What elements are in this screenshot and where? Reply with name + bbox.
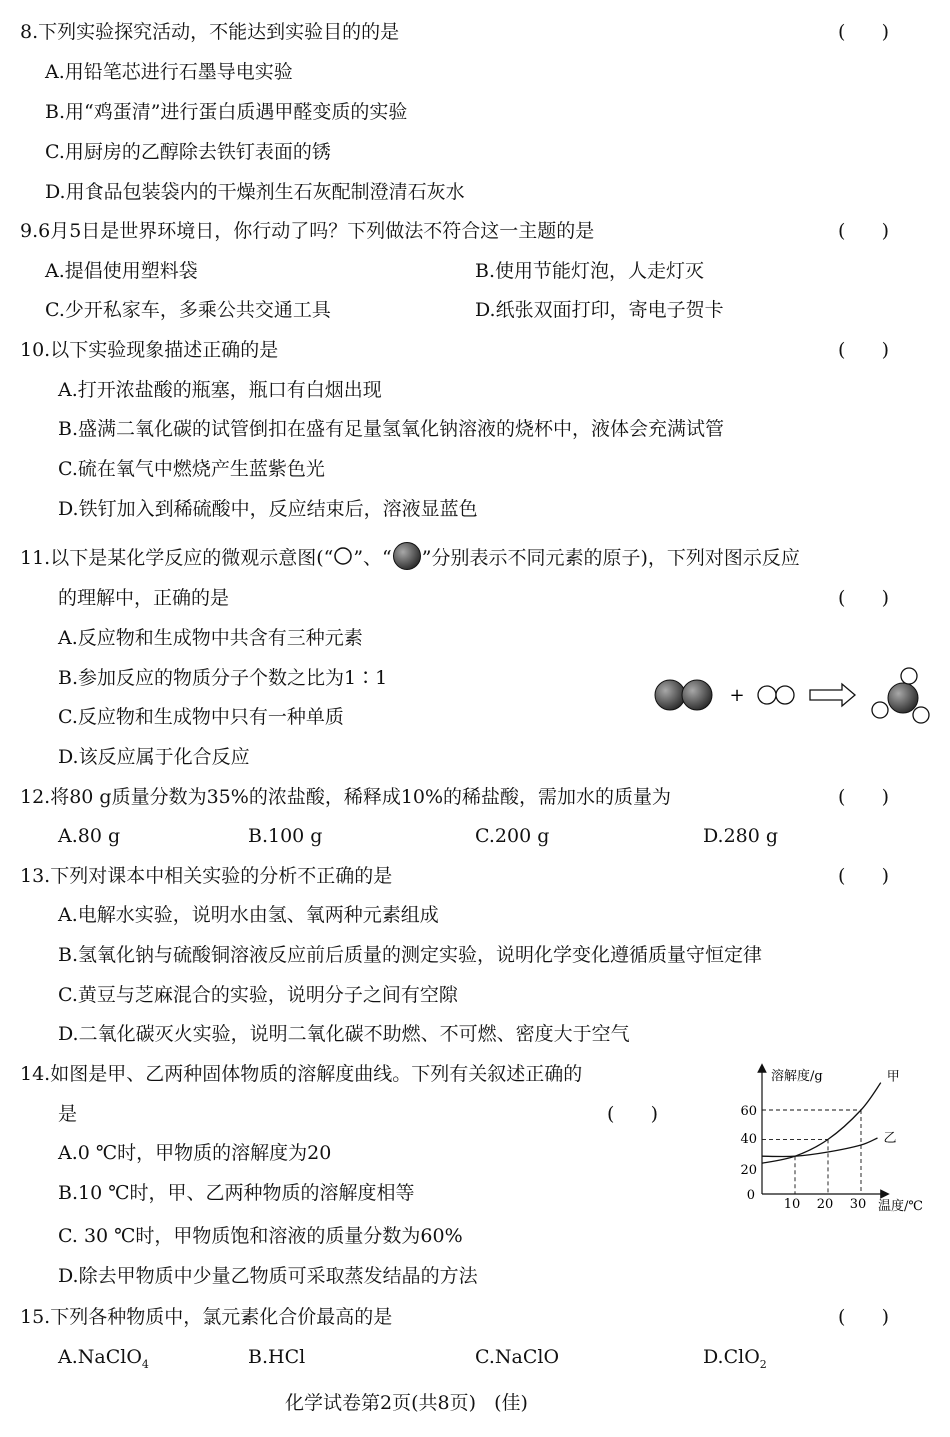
q14-stem: 14.如图是甲、乙两种固体物质的溶解度曲线。下列有关叙述正确的 bbox=[20, 1063, 583, 1085]
q13-option-d: D.二氧化碳灭火实验，说明二氧化碳不助燃、不可燃、密度大于空气 bbox=[58, 1023, 630, 1045]
q10-stem: 10.以下实验现象描述正确的是 bbox=[20, 339, 279, 361]
white-atom-icon bbox=[333, 546, 353, 572]
q14-option-c: C. 30 ℃时，甲物质饱和溶液的质量分数为60% bbox=[58, 1225, 463, 1247]
q15-option-d-formula: D.ClO bbox=[703, 1346, 760, 1368]
q15-option-d bbox=[703, 1345, 767, 1377]
series-line-1 bbox=[762, 1138, 878, 1157]
q14-stem-line2: 是 bbox=[58, 1103, 78, 1125]
reaction-plus: + bbox=[729, 685, 745, 706]
q12-option-b: B.100 g bbox=[248, 825, 323, 847]
q11-stem-part1: 11.以下是某化学反应的微观示意图(“ bbox=[20, 547, 334, 569]
reaction-arrow-icon bbox=[810, 684, 855, 706]
q13-stem: 13.下列对课本中相关实验的分析不正确的是 bbox=[20, 865, 393, 887]
q13-option-a: A.电解水实验，说明水由氢、氧两种元素组成 bbox=[58, 904, 439, 926]
q10-answer-paren: ( ) bbox=[838, 339, 890, 361]
q8-option-b: B.用“鸡蛋清”进行蛋白质遇甲醛变质的实验 bbox=[45, 101, 408, 123]
q15-option-c: C.NaClO bbox=[475, 1346, 560, 1368]
q11-option-c: C.反应物和生成物中只有一种单质 bbox=[58, 706, 344, 728]
x-axis-label: 温度/℃ bbox=[878, 1199, 923, 1214]
q13-answer-paren: ( ) bbox=[838, 865, 890, 887]
q9-option-c: C.少开私家车，多乘公共交通工具 bbox=[45, 299, 331, 321]
q13-option-b: B.氢氧化钠与硫酸铜溶液反应前后质量的测定实验，说明化学变化遵循质量守恒定律 bbox=[58, 944, 763, 966]
q14-answer-paren: ( ) bbox=[607, 1103, 659, 1125]
q15-option-d-subscript: 2 bbox=[759, 1357, 767, 1371]
y-tick-60: 60 bbox=[740, 1104, 757, 1119]
y-axis-label: 溶解度/g bbox=[771, 1069, 823, 1084]
q9-stem: 9.6月5日是世界环境日，你行动了吗？下列做法不符合这一主题的是 bbox=[20, 220, 595, 242]
q9-option-b: B.使用节能灯泡，人走灯灭 bbox=[475, 260, 705, 282]
q14-option-d: D.除去甲物质中少量乙物质可采取蒸发结晶的方法 bbox=[58, 1265, 478, 1287]
q10-option-c: C.硫在氧气中燃烧产生蓝紫色光 bbox=[58, 458, 325, 480]
series-label-0: 甲 bbox=[886, 1069, 900, 1085]
q11-stem-line2: 的理解中，正确的是 bbox=[58, 587, 230, 609]
q13-option-c: C.黄豆与芝麻混合的实验，说明分子之间有空隙 bbox=[58, 984, 458, 1006]
solubility-chart bbox=[735, 1062, 935, 1220]
q8-option-c: C.用厨房的乙醇除去铁钉表面的锈 bbox=[45, 141, 331, 163]
series-label-1: 乙 bbox=[883, 1131, 897, 1146]
q14-option-b: B.10 ℃时，甲、乙两种物质的溶解度相等 bbox=[58, 1182, 415, 1204]
q8-option-a: A.用铅笔芯进行石墨导电实验 bbox=[45, 61, 293, 83]
q14-option-a: A.0 ℃时，甲物质的溶解度为20 bbox=[58, 1142, 332, 1164]
q15-option-a-formula: A.NaClO bbox=[58, 1346, 142, 1368]
y-tick-20: 20 bbox=[740, 1163, 757, 1178]
reaction-diagram bbox=[645, 660, 935, 730]
product-molecule-icon bbox=[872, 668, 929, 723]
q11-answer-paren: ( ) bbox=[838, 587, 890, 609]
q12-option-d: D.280 g bbox=[703, 825, 779, 847]
q8-stem: 8.下列实验探究活动，不能达到实验目的的是 bbox=[20, 21, 400, 43]
q12-answer-paren: ( ) bbox=[838, 786, 890, 808]
series-line-0 bbox=[762, 1083, 881, 1164]
y-tick-40: 40 bbox=[740, 1132, 757, 1147]
page-footer: 化学试卷第2页(共8页) (佳) bbox=[285, 1392, 528, 1414]
q9-option-d: D.纸张双面打印，寄电子贺卡 bbox=[475, 299, 724, 321]
q15-option-a-subscript: 4 bbox=[141, 1357, 149, 1371]
dark-diatomic-molecule-icon bbox=[655, 680, 712, 710]
q12-stem: 12.将80 g质量分数为35%的浓盐酸，稀释成10%的稀盐酸，需加水的质量为 bbox=[20, 786, 672, 808]
q10-option-d: D.铁钉加入到稀硫酸中，反应结束后，溶液显蓝色 bbox=[58, 498, 478, 520]
dark-atom-icon bbox=[392, 541, 422, 577]
q12-option-c: C.200 g bbox=[475, 825, 550, 847]
q11-stem-part3: ”分别表示不同元素的原子)，下列对图示反应 bbox=[421, 547, 800, 569]
q11-option-b: B.参加反应的物质分子个数之比为1∶1 bbox=[58, 667, 388, 689]
q8-answer-paren: ( ) bbox=[838, 21, 890, 43]
q11-stem bbox=[20, 541, 800, 577]
x-tick-30: 30 bbox=[849, 1197, 867, 1212]
q9-option-a: A.提倡使用塑料袋 bbox=[45, 260, 198, 282]
q11-stem-part2: ”、“ bbox=[353, 547, 392, 569]
q15-answer-paren: ( ) bbox=[838, 1306, 890, 1328]
q11-option-a: A.反应物和生成物中共含有三种元素 bbox=[58, 627, 363, 649]
q11-option-d: D.该反应属于化合反应 bbox=[58, 746, 250, 768]
x-tick-20: 20 bbox=[816, 1197, 834, 1212]
x-tick-10: 10 bbox=[783, 1197, 801, 1212]
y-tick-0: 0 bbox=[746, 1188, 755, 1203]
q8-option-d: D.用食品包装袋内的干燥剂生石灰配制澄清石灰水 bbox=[45, 181, 465, 203]
q15-option-a bbox=[58, 1345, 149, 1377]
q10-option-a: A.打开浓盐酸的瓶塞，瓶口有白烟出现 bbox=[58, 379, 382, 401]
q10-option-b: B.盛满二氧化碳的试管倒扣在盛有足量氢氧化钠溶液的烧杯中，液体会充满试管 bbox=[58, 418, 725, 440]
q15-option-b: B.HCl bbox=[248, 1346, 306, 1368]
q9-answer-paren: ( ) bbox=[838, 220, 890, 242]
q15-stem: 15.下列各种物质中，氯元素化合价最高的是 bbox=[20, 1306, 393, 1328]
q12-option-a: A.80 g bbox=[58, 825, 121, 847]
white-diatomic-molecule-icon bbox=[758, 686, 794, 704]
